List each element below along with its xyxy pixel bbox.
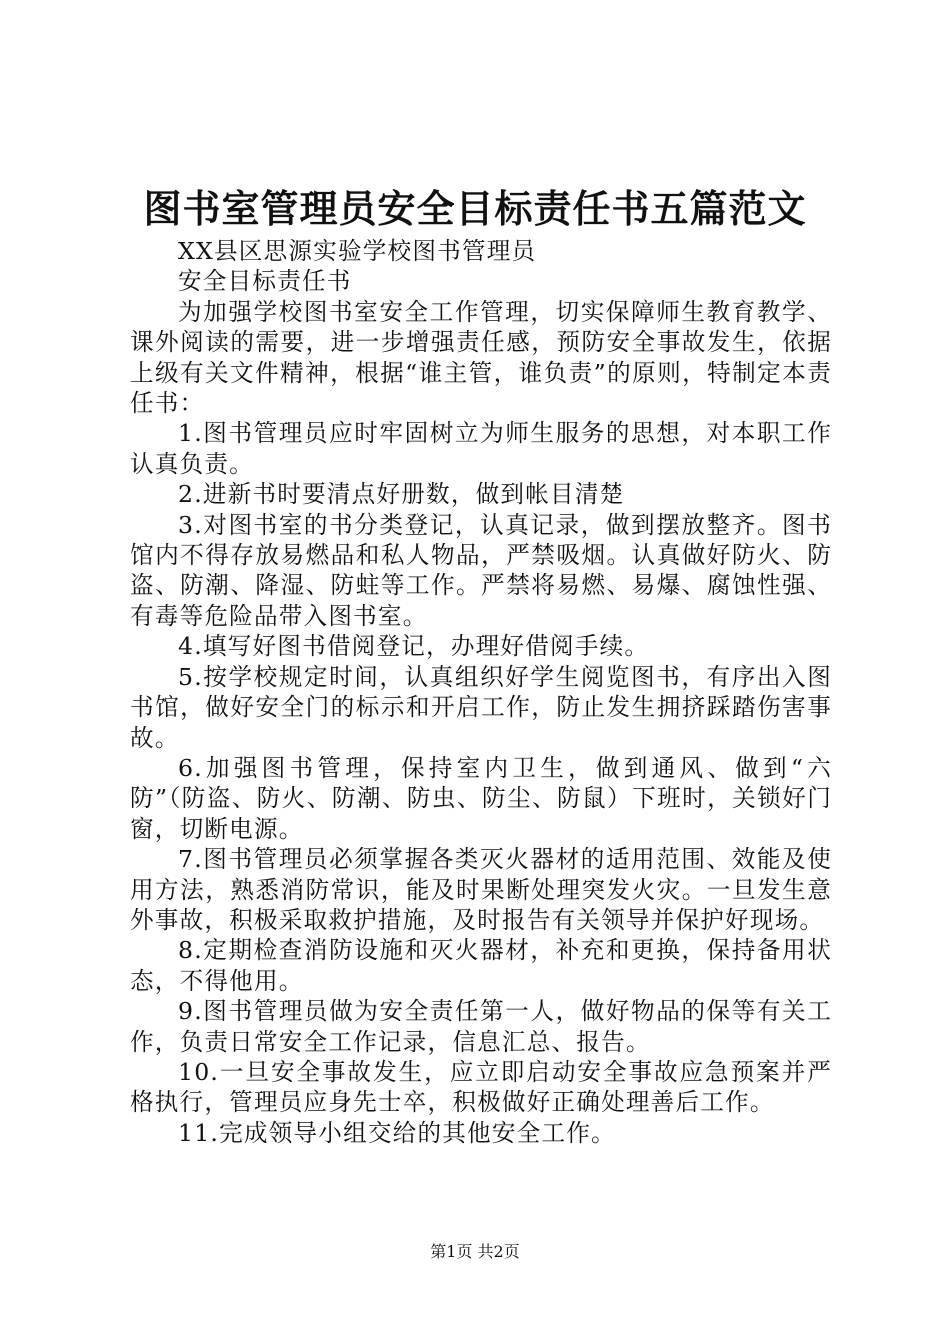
clause-1: 1.图书管理员应时牢固树立为师生服务的思想，对本职工作认真负责。 (130, 419, 832, 478)
clause-4: 4.填写好图书借阅登记，办理好借阅手续。 (178, 632, 650, 661)
clause-5: 5.按学校规定时间，认真组织好学生阅览图书，有序出入图书馆，做好安全门的标示和开启工作，防止发生拥挤踩踏伤害事故。 (130, 662, 832, 752)
document-title: 图书室管理员安全目标责任书五篇范文 (143, 186, 807, 231)
document-body (130, 236, 832, 1148)
clause-6: 6.加强图书管理，保持室内卫生，做到通风、做到“六防”（防盗、防火、防潮、防虫、防尘、防鼠）下班时，关锁好门窗，切断电源。 (130, 753, 832, 843)
school-line: XX县区思源实验学校图书管理员 (178, 237, 537, 265)
clause-9: 9.图书管理员做为安全责任第一人，做好物品的保等有关工作，负责日常安全工作记录，信息汇总、报告。 (130, 997, 832, 1056)
clause-2: 2.进新书时要清点好册数，做到帐目清楚 (178, 480, 625, 509)
intro-paragraph: 为加强学校图书室安全工作管理，切实保障师生教育教学、课外阅读的需要，进一步增强责任感，预防安全事故发生，依据上级有关文件精神，根据“谁主管，谁负责”的原则，特制定本责任书： (130, 297, 832, 418)
clause-10: 10.一旦安全事故发生，应立即启动安全事故应急预案并严格执行，管理员应身先士卒，积极做好正确处理善后工作。 (130, 1057, 832, 1117)
clause-7: 7.图书管理员必须掌握各类灭火器材的适用范围、效能及使用方法，熟悉消防常识，能及时果断处理突发火灾。一旦发生意外事故，积极采取救护措施，及时报告有关领导并保护好现场。 (130, 845, 832, 934)
subtitle-line: 安全目标责任书 (178, 267, 352, 296)
page-footer: 第1页 共2页 (430, 1242, 520, 1261)
clause-3: 3.对图书室的书分类登记，认真记录，做到摆放整齐。图书馆内不得存放易燃品和私人物品，严禁吸烟。认真做好防火、防盗、防潮、降湿、防蛀等工作。严禁将易燃、易爆、腐蚀性强、有毒等危险品带入图书室。 (130, 510, 832, 630)
clause-11: 11.完成领导小组交给的其他安全工作。 (178, 1118, 616, 1147)
clause-8: 8.定期检查消防设施和灭火器材，补充和更换，保持备用状态，不得他用。 (130, 936, 832, 995)
